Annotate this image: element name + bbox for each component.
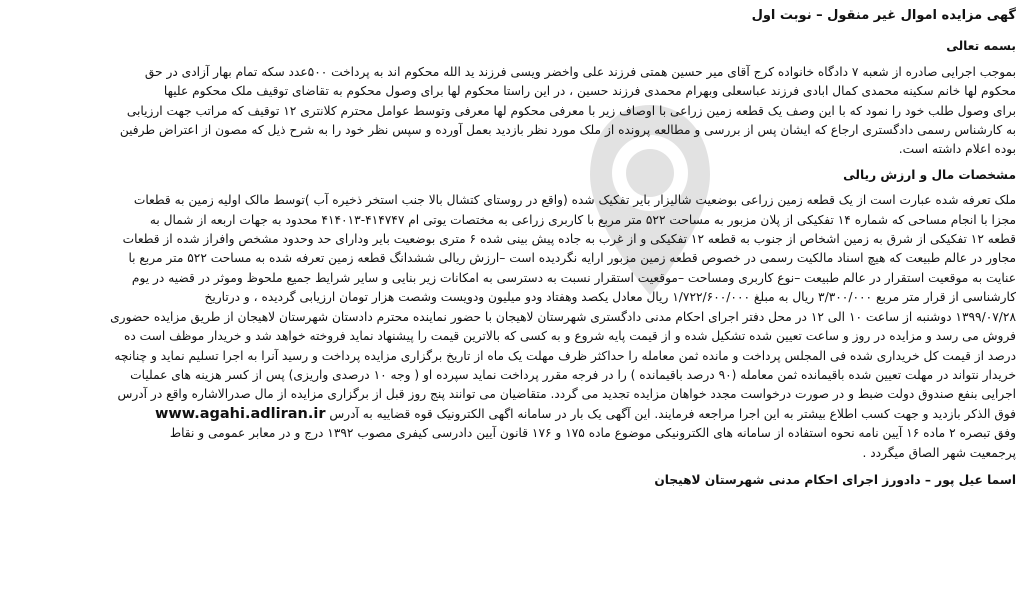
body-line: پرجمعیت شهر الصاق میگردد . xyxy=(862,445,1016,460)
body-line: ملک تعرفه شده عبارت است از یک قطعه زمین زراعی بوضعیت شالیزار بایر تفکیک شده (واقع در روستای کتشال بالا جنب استخر ذخیره آب )توسط مالک اولیه زمین به قطعات xyxy=(133,193,1016,208)
agahi-url-link[interactable]: www.agahi.adliran.ir xyxy=(154,405,326,422)
intro-line: محکوم لها خانم سکینه محمدی کمال ابادی فرزند عباسعلی وبهرام محمدی فرزند حسین ، در این راستا محکوم لها برای وصول محکوم به تقاضای توقیف ملک محکوم علیها xyxy=(163,84,1016,99)
body-line: عنایت به موقعیت استقرار در عالم طبیعت –نوع کاربری ومساحت –موقعیت استقرار نسبت به دسترسی به امکانات زیر بنایی و سایر شرایط جمیع ملحوظ وموثر در قضیه در یوم xyxy=(131,270,1016,285)
intro-line: به کارشناس رسمی دادگستری ارجاع که ایشان پس از بررسی و مطالعه پرونده از ملک مورد نظر بازدید بعمل آورده و سپس نظر خود را به شرح ذیل که مصون از اعتراض طرفین xyxy=(119,123,1016,138)
intro-line: بموجب اجرایی صادره از شعبه ۷ دادگاه خانواده کرج آقای میر حسین همتی فرزند علی واخضر ویسی فرزند ید الله محکوم اند به پرداخت ۵۰۰عدد سکه تمام بهار آزادی در حق xyxy=(144,64,1016,79)
intro-line: برای وصول طلب خود را نمود که با این وصف یک قطعه زمین زراعی با اوصاف زیر با معرفی محکوم لها معرفی وتوسط عوامل محترم کلانتری ۱۲ توقیف که مراتب جهت ارزیابی xyxy=(126,103,1016,118)
body-line: مجاور در عالم طبیعت که هیچ اسناد مالکیت رسمی در خصوص قطعه زمین مزبور ارایه نگردیده است –ارزش ریالی ششدانگ قطعه زمین تعرفه شده به مساحت ۵۲۲ متر مربع با xyxy=(128,251,1016,266)
bismillah-heading: بسمه تعالی xyxy=(946,39,1016,54)
body-line: خریدار نتواند در مهلت تعیین شده باقیمانده ثمن معامله (۹۰ درصد باقیمانده ) را در فرجه مقرر پرداخت نماید سپرده او ( وجه ۱۰ درصدی واریزی) پس از کسر هزینه های عملیات xyxy=(130,367,1016,382)
body-line: مجزا با انجام مساحی که شماره ۱۴ تفکیکی از پلان مزبور به مساحت ۵۲۲ متر مربع با کاربری زراعی به مختصات یوتی ام ۴۱۴۷۴۷-۴۱۴۰۱۳ محدود به جهات اربعه از شمال به xyxy=(149,212,1016,227)
body-line: درصد از قیمت کل خریداری شده فی المجلس پرداخت و مانده ثمن معامله را حداکثر ظرف مهلت یک ماه از تاریخ برگزاری مزایده پرداخت و رسید آنرا به اجرا تسلیم نماید و چنانچه xyxy=(114,348,1016,363)
body-line: اجرایی بنفع صندوق دولت ضبط و در صورت درخواست مجدد خواهان مزایده تجدید می گردد. متقاضیان می توانند پنج روز قبل از برگزاری مزایده از مال صدرالاشاره واقع در آدرس xyxy=(117,387,1016,402)
body-line: وفق تبصره ۲ ماده ۱۶ آیین نامه نحوه استفاده از سامانه های الکترونیکی موضوع ماده ۱۷۵ و ۱۷۶ قانون آیین دادرسی کیفری مصوب ۱۳۹۲ درج و در معابر عمومی و نقاط xyxy=(169,426,1016,441)
body-line: قطعه ۱۲ تفکیکی از شرق به زمین اشخاص از جنوب به قطعه ۱۲ تفکیکی و از غرب به جاده پیش بینی شده ۶ متری بوضعیت بایر ودارای حد وحدود مشخص وافراز شده از قطعات xyxy=(122,232,1016,247)
signature-line: اسما عیل پور – دادورز اجرای احکام مدنی شهرستان لاهیجان xyxy=(654,472,1016,487)
body-line: ۱۳۹۹/۰۷/۲۸ دوشنبه از ساعت ۱۰ الی ۱۲ در محل دفتر اجرای احکام مدنی دادگستری شهرستان لاهیجان با حضور نماینده محترم دادستان شهرستان لاهیجان از طریق مزایده حضوری xyxy=(110,309,1016,324)
document-title: گهی مزایده اموال غیر منقول – نوبت اول xyxy=(751,8,1016,23)
body-line: فروش می رسد و مزایده در روز و ساعت تعیین شده تشکیل شده و از قیمت پایه شروع و به کسی که بالاترین قیمت را پیشنهاد نماید فروخته خواهد شد و خریدار موظف است ده xyxy=(123,329,1016,344)
url-line xyxy=(8,405,1016,424)
body-line: کارشناسی از قرار متر مربع ۳/۳۰۰/۰۰۰ ریال به مبلغ ۱/۷۲۲/۶۰۰/۰۰۰ ریال معادل یکصد وهفتاد ودو میلیون ودویست وشصت هزار تومان ارزیابی گردیده ، و درتاریخ xyxy=(204,290,1016,305)
intro-line: بوده اعلام داشته است. xyxy=(898,142,1016,157)
url-line-text: فوق الذکر بازدید و جهت کسب اطلاع بیشتر به این اجرا مراجعه فرمایند. این آگهی یک بار در سامانه اگهی الکترونیک قوه قضاییه به آدرس xyxy=(329,406,1016,421)
section-heading: مشخصات مال و ارزش ریالی xyxy=(843,167,1016,182)
intro-paragraph xyxy=(8,63,1016,160)
property-paragraph xyxy=(8,191,1016,463)
